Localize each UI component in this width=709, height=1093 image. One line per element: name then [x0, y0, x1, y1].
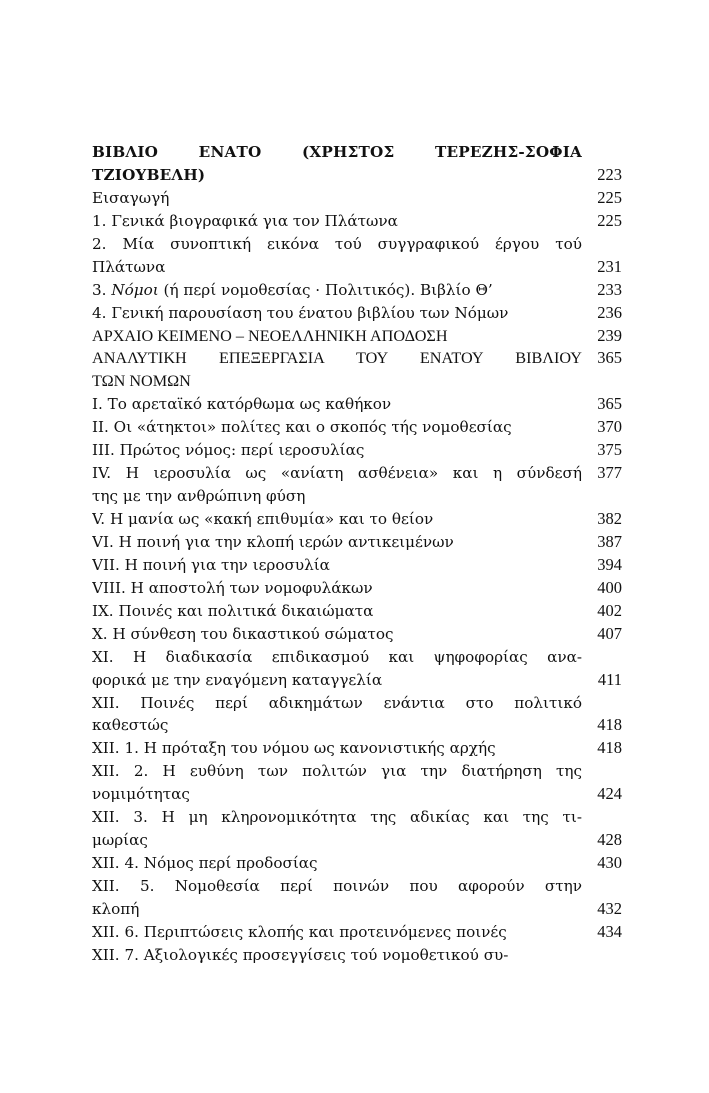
toc-page-number: 432	[597, 898, 622, 918]
toc-italic-title: Νόμοι	[111, 280, 159, 299]
toc-entry-line	[92, 875, 622, 898]
toc-entry-title: 4. Γενική παρουσίαση του ένατου βιβλίου των Νόμων	[92, 303, 509, 322]
toc-page-number: 418	[597, 715, 622, 735]
toc-entry-title: V. Η μανία ως «κακή επιθυμία» και το θείον	[92, 510, 434, 528]
toc-entry-title: ΤΖΙΟΥΒΕΛΗ)	[92, 165, 206, 184]
toc-page-number: 375	[597, 440, 622, 460]
toc-entry-title: κλοπή	[92, 899, 140, 918]
toc-entry-line	[92, 669, 622, 692]
toc-entry-line	[92, 646, 622, 669]
toc-entry-title: XII. 4. Νόμος περί προδοσίας	[92, 854, 318, 873]
toc-entry-title: II. Οι «άτηκτοι» πολίτες και ο σκοπός τής νομοθεσίας	[92, 418, 512, 437]
toc-entry-title: ΑΝΑΛΥΤΙΚΗ ΕΠΕΞΕΡΓΑΣΙΑ ΤΟΥ ΕΝΑΤΟΥ ΒΙΒΛΙΟΥ	[92, 349, 582, 368]
toc-page-number: 225	[597, 187, 622, 207]
toc-entry-title: XII. Ποινές περί αδικημάτων ενάντια στο πολιτικό	[92, 693, 582, 712]
toc-entry-line	[92, 370, 622, 393]
toc-entry-title: X. Η σύνθεση του δικαστικού σώματος	[92, 624, 394, 643]
toc-entry-line	[92, 921, 622, 944]
toc-entry-line	[92, 141, 622, 164]
toc-entry-title: Πλάτωνα	[92, 257, 166, 276]
toc-entry-title: XI. Η διαδικασία επιδικασμού και ψηφοφορίας ανα-	[92, 647, 582, 666]
toc-entry-line	[92, 898, 622, 921]
toc-page-number: 377	[597, 463, 622, 483]
toc-entry-title: IV. Η ιεροσυλία ως «ανίατη ασθένεια» και η σύνδεσή	[92, 464, 582, 483]
toc-entry-title: ΒΙΒΛΙΟ ΕΝΑΤΟ (ΧΡΗΣΤΟΣ ΤΕΡΕΖΗΣ-ΣΟΦΙΑ	[92, 143, 582, 161]
toc-entry-title: IX. Ποινές και πολιτικά δικαιώματα	[92, 601, 374, 620]
toc-page-number: 225	[597, 210, 622, 230]
toc-entry-title: III. Πρώτος νόμος: περί ιεροσυλίας	[92, 441, 365, 460]
toc-entry-line	[92, 210, 622, 233]
toc-page-number: 402	[597, 600, 622, 620]
toc-entry-line	[92, 944, 622, 967]
toc-entry-title: 2. Μία συνοπτική εικόνα τού συγγραφικού έργου τού	[92, 234, 582, 253]
table-of-contents	[92, 141, 622, 967]
toc-entry-title: νομιμότητας	[92, 785, 190, 804]
toc-entry-title: καθεστώς	[92, 716, 169, 735]
toc-entry-line	[92, 508, 622, 531]
toc-entry-title: XII. 2. Η ευθύνη των πολιτών για την διατήρηση της	[92, 762, 582, 781]
toc-entry-line	[92, 737, 622, 760]
toc-entry-line	[92, 325, 622, 348]
toc-entry-line	[92, 164, 622, 187]
toc-entry-line	[92, 439, 622, 462]
toc-entry-title: XII. 7. Αξιολογικές προσεγγίσεις τού νομοθετικού συ-	[92, 945, 509, 964]
toc-page-number: 236	[597, 302, 622, 322]
toc-entry-line	[92, 577, 622, 600]
toc-page-number: 407	[597, 623, 622, 643]
toc-entry-title: 3. Νόμοι (ή περί νομοθεσίας · Πολιτικός). Βιβλίο Θ’	[92, 280, 493, 299]
toc-entry-line	[92, 256, 622, 279]
toc-entry-title: Εισαγωγή	[92, 188, 170, 207]
toc-page-number: 365	[597, 348, 622, 368]
toc-entry-title: VI. Η ποινή για την κλοπή ιερών αντικειμένων	[92, 532, 454, 551]
toc-page-number: 411	[597, 669, 622, 689]
toc-entry-line	[92, 623, 622, 646]
toc-page-number: 400	[597, 577, 622, 597]
toc-entry-title: XII. 6. Περιπτώσεις κλοπής και προτεινόμενες ποινές	[92, 922, 507, 941]
toc-page-number: 428	[597, 830, 622, 850]
toc-page-number: 418	[597, 738, 622, 758]
toc-entry-line	[92, 852, 622, 875]
toc-entry-line	[92, 485, 622, 508]
toc-page-number: 382	[597, 509, 622, 528]
toc-page-number: 430	[597, 853, 622, 873]
toc-entry-line	[92, 829, 622, 852]
toc-entry-line	[92, 233, 622, 256]
toc-page-number: 434	[597, 921, 622, 941]
toc-page-number: 370	[597, 417, 622, 437]
toc-entry-title: 1. Γενικά βιογραφικά για τον Πλάτωνα	[92, 211, 398, 230]
toc-page-number: 387	[597, 531, 622, 551]
toc-entry-line	[92, 279, 622, 302]
toc-entry-title: ΑΡΧΑΙΟ ΚΕΙΜΕΝΟ – ΝΕΟΕΛΛΗΝΙΚΗ ΑΠΟΔΟΣΗ	[92, 326, 448, 345]
toc-entry-line	[92, 187, 622, 210]
toc-entry-line	[92, 531, 622, 554]
toc-page-number: 233	[597, 279, 622, 299]
toc-page-number: 394	[597, 554, 622, 574]
toc-entry-line	[92, 462, 622, 485]
toc-entry-title: μωρίας	[92, 831, 148, 850]
toc-entry-line	[92, 760, 622, 783]
toc-entry-title: XII. 3. Η μη κληρονομικότητα της αδικίας και της τι-	[92, 808, 582, 827]
toc-entry-line	[92, 416, 622, 439]
toc-entry-line	[92, 554, 622, 577]
toc-entry-line	[92, 302, 622, 325]
toc-entry-line	[92, 347, 622, 370]
toc-entry-line	[92, 393, 622, 416]
toc-entry-line	[92, 806, 622, 829]
toc-entry-title: VII. Η ποινή για την ιεροσυλία	[92, 555, 330, 574]
toc-page-number: 424	[597, 784, 622, 804]
toc-entry-title: VIII. Η αποστολή των νομοφυλάκων	[92, 578, 373, 597]
toc-entry-title: I. Το αρεταϊκό κατόρθωμα ως καθήκον	[92, 395, 392, 414]
toc-entry-line	[92, 692, 622, 715]
toc-page-number: 239	[597, 325, 622, 345]
toc-entry-title: ΤΩΝ ΝΟΜΩΝ	[92, 372, 191, 391]
toc-entry-line	[92, 600, 622, 623]
toc-page-number: 223	[597, 164, 622, 184]
toc-entry-title: της με την ανθρώπινη φύση	[92, 487, 306, 506]
toc-entry-title: XII. 5. Νομοθεσία περί ποινών που αφορούν στην	[92, 877, 582, 895]
toc-entry-title: XII. 1. Η πρόταξη του νόμου ως κανονιστικής αρχής	[92, 739, 496, 758]
toc-entry-line	[92, 714, 622, 737]
toc-page-number: 231	[597, 256, 622, 276]
toc-entry-line	[92, 783, 622, 806]
toc-entry-title: φορικά με την εναγόμενη καταγγελία	[92, 670, 383, 689]
toc-page-number: 365	[597, 394, 622, 414]
